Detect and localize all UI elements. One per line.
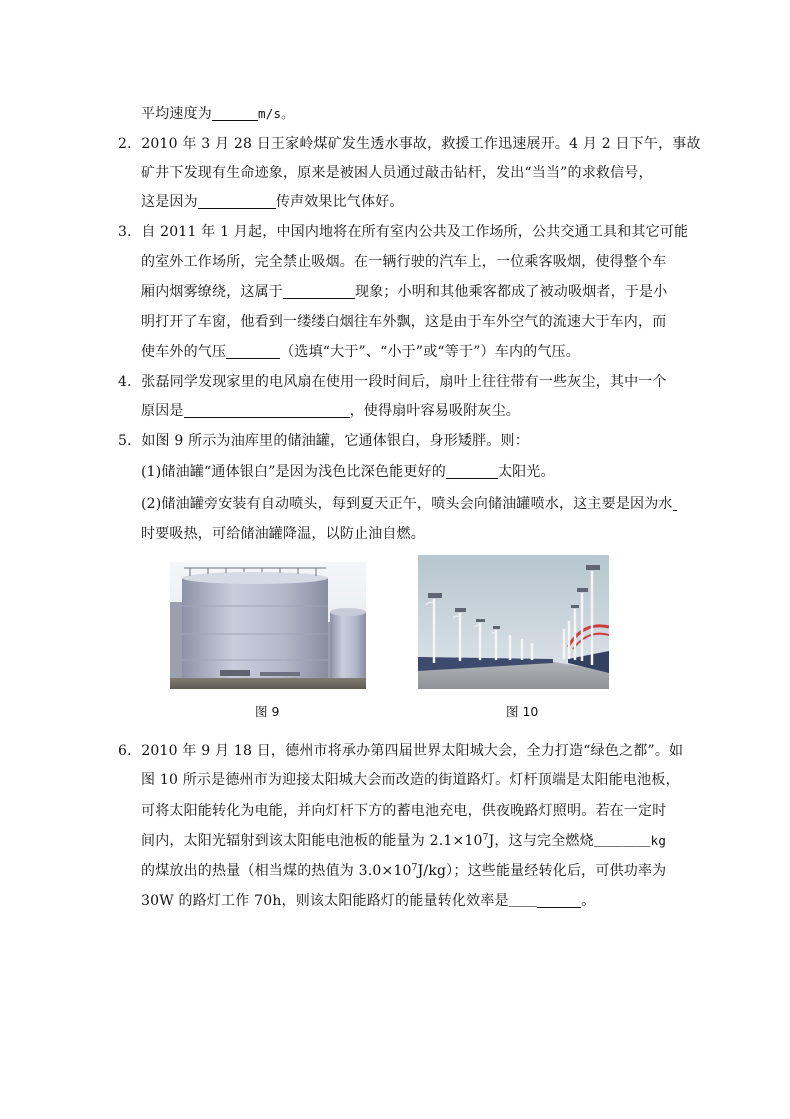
figure-9-caption: 图 9 (255, 704, 280, 719)
q4-line-2: 原因是 ，使得扇叶容易吸附灰尘。 (141, 403, 521, 419)
figure-9-oil-tanks (170, 562, 366, 689)
q6-line-3: 可将太阳能转化为电能，并向灯杆下方的蓄电池充电，供夜晚路灯照明。若在一定时 (141, 803, 667, 819)
q5-sub-1: (1)储油罐“通体银白”是因为浅色比深色能更好的 太阳光。 (141, 464, 555, 480)
q2-number: 2． (118, 136, 142, 152)
q3-line-3: 厢内烟雾缭绕，这属于 现象；小明和其他乘客都成了被动吸烟者，于是小 (141, 284, 668, 300)
street-light-photo (418, 555, 609, 689)
q3-answer-blank-2[interactable] (226, 344, 280, 359)
q6-number: 6． (118, 743, 142, 759)
q5-sub-2-cont: 时要吸热，可给储油罐降温，以防止油自燃。 (141, 526, 425, 542)
figure-10-caption: 图 10 (506, 704, 539, 719)
q5-sub-2: (2)储油罐旁安装有自动喷头，每到夏天正午，喷头会向储油罐喷水，这主要是因为水 (141, 494, 677, 514)
q3-line-1: 3．自 2011 年 1 月起，中国内地将在所有室内公共及工作场所，公共交通工具和其它可能 (118, 224, 689, 240)
q1-unit: m/s。 (258, 106, 294, 121)
q4-number: 4． (118, 374, 142, 390)
oil-tank-photo (170, 562, 366, 689)
q6-line-4: 间内，太阳光辐射到该太阳能电池板的能量为 $2.1\times 10^7J$，这与完全燃烧＿＿＿＿kg (141, 833, 667, 849)
q6-line-2: 图 10 所示是德州市为迎接太阳城大会而改造的街道路灯。灯杆顶端是太阳能电池板， (141, 772, 680, 788)
q3-line-5: 使车外的气压 （选填“大于”、“小于”或“等于”）车内的气压。 (141, 344, 580, 360)
q5-answer-blank-1[interactable] (446, 464, 498, 479)
q2-answer-blank[interactable] (198, 194, 276, 209)
q6-line-1: 6．2010 年 9 月 18 日，德州市将承办第四届世界太阳城大会，全力打造“绿色之都”。如 (118, 743, 684, 759)
q3-number: 3． (118, 224, 142, 240)
figure-10-solar-street-lights (418, 555, 609, 689)
q2-line-1: 2．2010 年 3 月 28 日王家岭煤矿发生透水事故，救援工作迅速展开。4 月 2 日下午，事故 (118, 136, 701, 152)
q6-line-5: 的煤放出的热量（相当煤的热值为 $3.0\times 10^7J/kg$）；这些能量经转化后，可供功率为 (141, 863, 667, 879)
q1-tail (141, 104, 294, 124)
q2-line-3: 这是因为 传声效果比气体好。 (141, 194, 404, 210)
q3-answer-blank-1[interactable] (283, 284, 355, 299)
q3-line-4: 明打开了车窗，他看到一缕缕白烟往车外飘，这是由于车外空气的流速大于车内，而 (141, 314, 667, 330)
q1-answer-blank[interactable] (212, 106, 258, 121)
q6-line-6: 30W 的路灯工作 70h，则该太阳能路灯的能量转化效率是＿＿ 。 (141, 893, 596, 909)
q2-line-2: 矿井下发现有生命迹象，原来是被困人员通过敲击钻杆，发出“当当”的求救信号， (141, 165, 653, 181)
q6-answer-blank-2[interactable] (537, 893, 581, 908)
q4-answer-blank[interactable] (184, 403, 350, 418)
q5-answer-blank-2[interactable] (673, 496, 677, 511)
q1-tail-text: 平均速度为 (141, 106, 212, 122)
q5-number: 5． (118, 433, 142, 449)
q3-line-2: 的室外工作场所，完全禁止吸烟。在一辆行驶的汽车上，一位乘客吸烟，使得整个车 (141, 254, 667, 270)
q6-answer-blank-1[interactable]: ＿＿＿＿ (593, 833, 651, 849)
q5-line-1: 5．如图 9 所示为油库里的储油罐，它通体银白，身形矮胖。则： (118, 433, 529, 449)
q4-line-1: 4．张磊同学发现家里的电风扇在使用一段时间后，扇叶上往往带有一些灰尘，其中一个 (118, 374, 667, 390)
